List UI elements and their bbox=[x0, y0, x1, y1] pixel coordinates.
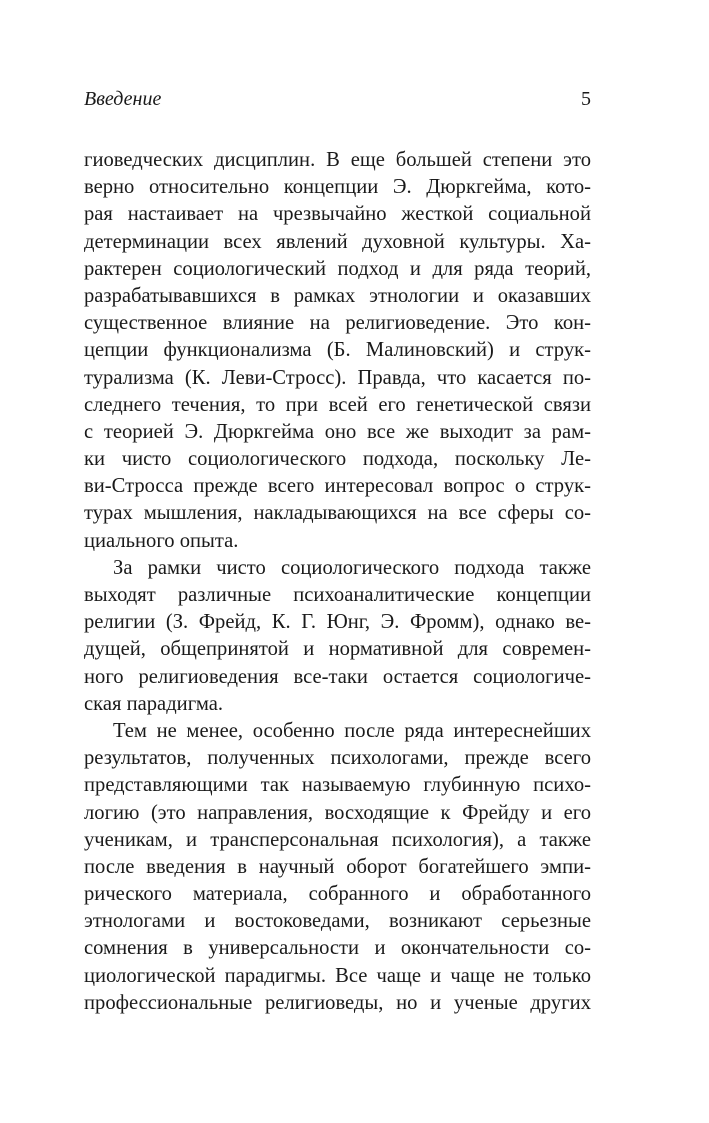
text-line: ви-Стросса прежде всего интересовал вопрос о струк- bbox=[84, 475, 591, 498]
paragraph bbox=[84, 147, 591, 555]
text-line: дущей, общепринятой и нормативной для современ- bbox=[84, 638, 591, 661]
running-head: Введение bbox=[84, 88, 162, 110]
paragraph bbox=[84, 555, 591, 718]
text-line: верно относительно концепции Э. Дюркгейма, кото- bbox=[84, 176, 591, 199]
body-text bbox=[84, 147, 591, 1017]
text-line: логию (это направления, восходящие к Фрейду и его bbox=[84, 801, 591, 824]
text-line: с теорией Э. Дюркгейма оно все же выходит за рам- bbox=[84, 420, 591, 443]
text-line: религии (З. Фрейд, К. Г. Юнг, Э. Фромм), однако ве- bbox=[84, 611, 591, 634]
text-line: разрабатывавшихся в рамках этнологии и оказавших bbox=[84, 284, 591, 307]
text-line: циологической парадигмы. Все чаще и чаще не только bbox=[84, 964, 591, 987]
page-header bbox=[84, 88, 591, 116]
page-number: 5 bbox=[581, 88, 591, 110]
text-line: циального опыта. bbox=[84, 529, 239, 552]
paragraph bbox=[84, 718, 591, 1017]
text-line: гиоведческих дисциплин. В еще большей степени это bbox=[84, 149, 591, 171]
text-line: существенное влияние на религиоведение. Это кон- bbox=[84, 312, 591, 335]
text-line: выходят различные психоаналитические концепции bbox=[84, 584, 591, 606]
text-line: ученикам, и трансперсональная психология), а также bbox=[84, 828, 591, 851]
text-line: следнего течения, то при всей его генетической связи bbox=[84, 393, 591, 416]
text-line: турах мышления, накладывающихся на все сферы со- bbox=[84, 502, 591, 525]
text-line: За рамки чисто социологического подхода также bbox=[113, 556, 591, 579]
text-line: ки чисто социологического подхода, поскольку Ле- bbox=[84, 448, 591, 471]
text-line: Тем не менее, особенно после ряда интереснейших bbox=[113, 719, 591, 742]
text-line: ская парадигма. bbox=[84, 692, 224, 715]
text-line: сомнения в универсальности и окончательности со- bbox=[84, 937, 591, 960]
text-line: детерминации всех явлений духовной культуры. Ха- bbox=[84, 230, 591, 253]
text-line: профессиональные религиоведы, но и ученые других bbox=[84, 991, 591, 1014]
text-line: турализма (К. Леви-Стросс). Правда, что касается по- bbox=[84, 366, 591, 389]
text-line: рая настаивает на чрезвычайно жесткой социальной bbox=[84, 203, 591, 226]
text-line: этнологами и востоковедами, возникают серьезные bbox=[84, 910, 591, 933]
text-line: рактерен социологический подход и для ряда теорий, bbox=[84, 257, 591, 280]
text-line: после введения в научный оборот богатейшего эмпи- bbox=[84, 855, 591, 878]
text-line: ного религиоведения все-таки остается социологиче- bbox=[84, 665, 591, 688]
text-line: цепции функционализма (Б. Малиновский) и струк- bbox=[84, 339, 591, 362]
text-line: рического материала, собранного и обработанного bbox=[84, 883, 591, 906]
text-line: представляющими так называемую глубинную психо- bbox=[84, 774, 591, 797]
text-line: результатов, полученных психологами, прежде всего bbox=[84, 747, 591, 770]
